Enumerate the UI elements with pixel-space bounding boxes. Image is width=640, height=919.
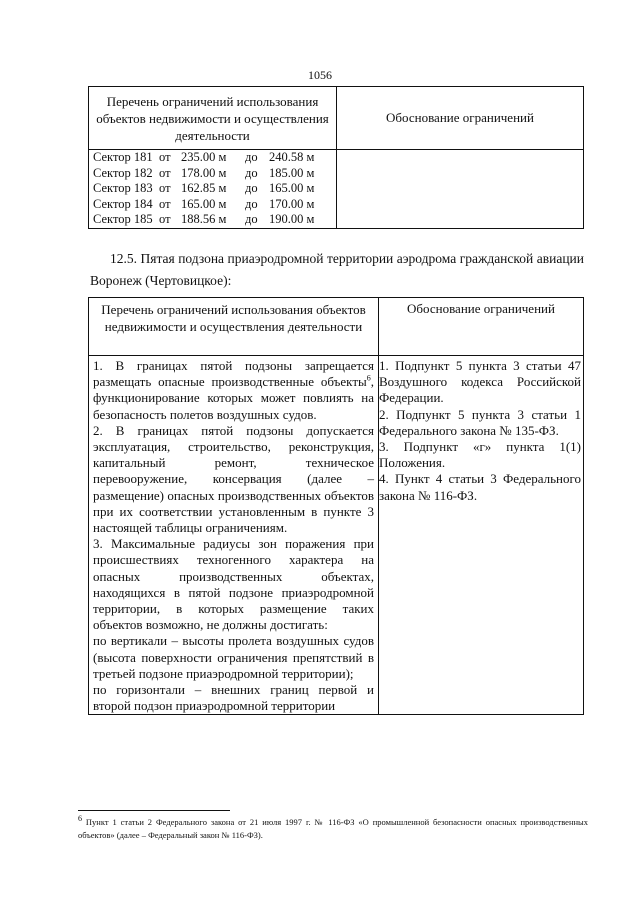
footnote [78, 816, 588, 842]
to-word: до [245, 150, 258, 164]
restrictions-cell [89, 356, 379, 715]
column-header-restrictions: Перечень ограничений использования объектов недвижимости и осуществления деятельности [89, 87, 337, 150]
from-word: от [159, 165, 171, 180]
restriction-item-vertical: по вертикали – высоты пролета воздушных судов (высота поверхности ограничения препятствий в третьей подзоне приаэродромной территории); [93, 633, 374, 681]
to-word: до [245, 196, 258, 211]
section-heading [90, 248, 584, 292]
footnote-text: Пункт 1 статьи 2 Федерального закона от 21 июля 1997 г. № 116-ФЗ «О промышленной безопасности опасных производственных объектов» (далее – Федеральный закон № 116-ФЗ). [78, 817, 588, 840]
footnote-reference: 6 [366, 373, 371, 383]
restriction-item-1-text: 1. В границах пятой подзоны запрещается размещать опасные производственные объекты [93, 358, 374, 390]
height-to: 190.00 м [269, 212, 315, 226]
height-to: 185.00 м [269, 165, 315, 180]
height-to: 170.00 м [269, 196, 315, 211]
sector-name: Сектор 182 [93, 165, 153, 180]
height-to: 240.58 м [269, 150, 315, 164]
justification-item-1: 1. Подпункт 5 пункта 3 статьи 47 Воздушного кодекса Российской Федерации. [379, 358, 581, 406]
justification-item-3: 3. Подпункт «г» пункта 1(1) Положения. [379, 439, 581, 471]
restriction-item-2: 2. В границах пятой подзоны допускается эксплуатация, строительство, реконструкция, капитальный ремонт, техническое перевооружение, консервация (далее – размещение) опасных производственных объектов при их соответствии установленным в пункте 3 настоящей таблицы ограничениям. [93, 422, 374, 536]
restriction-item-1-text-cont: , функционирование которых может повлиять на безопасность полетов воздушных судов. [93, 374, 374, 422]
list-item [93, 166, 332, 182]
restrictions-table-previous [88, 86, 584, 229]
to-word: до [245, 181, 258, 195]
table-header-row [89, 87, 584, 150]
column-header-justification: Обоснование ограничений [379, 298, 584, 356]
page-number: 1056 [308, 68, 332, 82]
section-heading-text: 12.5. Пятая подзона приаэродромной территории аэродрома гражданской авиации Воронеж (Чертовицкое): [90, 251, 584, 288]
height-from: 178.00 м [181, 165, 227, 180]
restriction-item-1 [93, 358, 374, 423]
footnote-divider [78, 810, 230, 811]
column-header-restrictions: Перечень ограничений использования объектов недвижимости и осуществления деятельности [89, 298, 379, 356]
justification-item-2: 2. Подпункт 5 пункта 3 статьи 1 Федерального закона № 135-ФЗ. [379, 406, 581, 438]
to-word: до [245, 165, 258, 180]
sector-name: Сектор 183 [93, 181, 153, 195]
to-word: до [245, 212, 258, 226]
height-from: 165.00 м [181, 196, 227, 211]
justification-cell-empty [337, 150, 584, 229]
list-item [93, 181, 332, 197]
table-row [89, 356, 584, 715]
height-from: 162.85 м [181, 181, 227, 195]
list-item [93, 150, 332, 166]
sector-name: Сектор 185 [93, 212, 153, 226]
footnote-mark: 6 [78, 814, 82, 824]
justification-item-4: 4. Пункт 4 статьи 3 Федерального закона № 116-ФЗ. [379, 471, 581, 503]
justification-cell [379, 356, 584, 715]
from-word: от [159, 212, 171, 226]
from-word: от [159, 196, 171, 211]
from-word: от [159, 181, 171, 195]
restriction-item-horizontal: по горизонтали – внешних границ первой и второй подзон приаэродромной территории [93, 682, 374, 714]
table-row [89, 150, 584, 229]
sector-name: Сектор 181 [93, 150, 153, 164]
sector-heights-cell [89, 150, 337, 229]
restriction-item-3: 3. Максимальные радиусы зон поражения при происшествиях техногенного характера на опасных производственных объектах, находящихся в пятой подзоне приаэродромной территории, в которых размещение таких объектов возможно, не должны достигать: [93, 536, 374, 633]
list-item [93, 212, 332, 228]
table-header-row [89, 298, 584, 356]
fifth-subzone-restrictions-table [88, 297, 584, 715]
height-from: 235.00 м [181, 150, 227, 164]
list-item [93, 197, 332, 213]
column-header-justification: Обоснование ограничений [337, 87, 584, 150]
from-word: от [159, 150, 171, 164]
height-to: 165.00 м [269, 181, 315, 195]
sector-name: Сектор 184 [93, 196, 153, 211]
height-from: 188.56 м [181, 212, 227, 226]
